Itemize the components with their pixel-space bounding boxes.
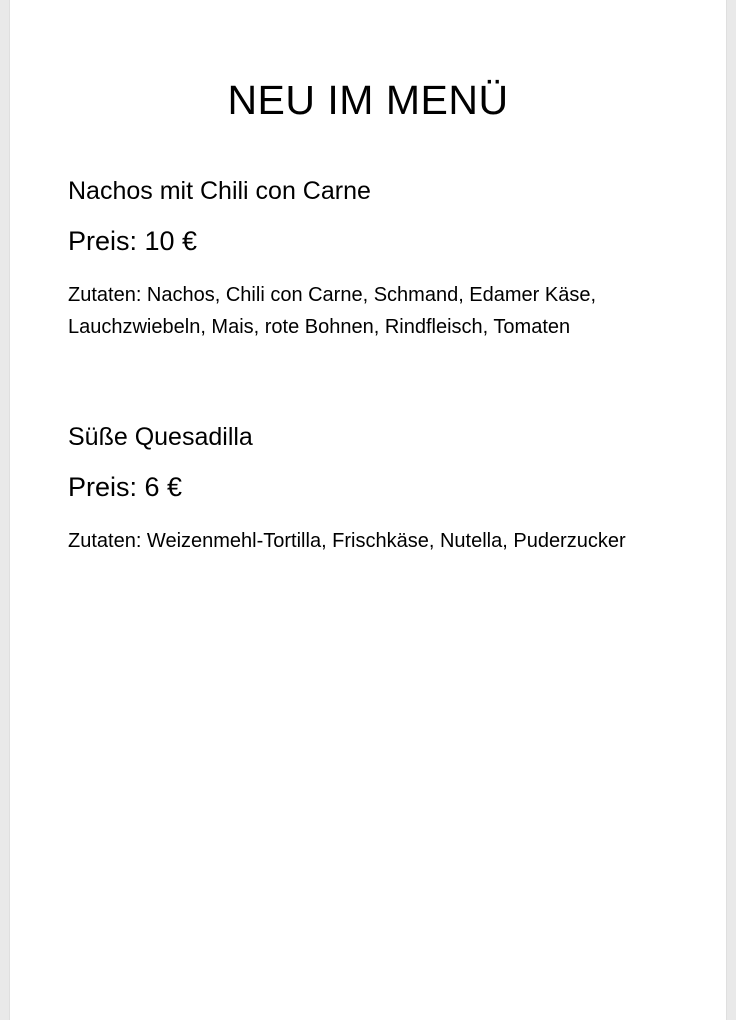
menu-items-list: [10, 175, 726, 557]
document-page: [10, 0, 726, 1020]
menu-item-ingredients: Zutaten: Weizenmehl-Tortilla, Frischkäse, Nutella, Puderzucker: [68, 530, 626, 553]
menu-item-price: Preis: 6 €: [68, 471, 183, 502]
page-title: NEU IM MENÜ: [227, 77, 509, 123]
menu-item-price: Preis: 10 €: [68, 225, 198, 256]
menu-item-name: Süße Quesadilla: [68, 423, 253, 452]
menu-item: [68, 175, 668, 343]
menu-item: [68, 421, 668, 557]
menu-item-name: Nachos mit Chili con Carne: [68, 177, 371, 206]
menu-item-ingredients: Zutaten: Nachos, Chili con Carne, Schmand, Edamer Käse, Lauchzwiebeln, Mais, rote Bohnen, Rindfleisch, Tomaten: [68, 283, 597, 339]
